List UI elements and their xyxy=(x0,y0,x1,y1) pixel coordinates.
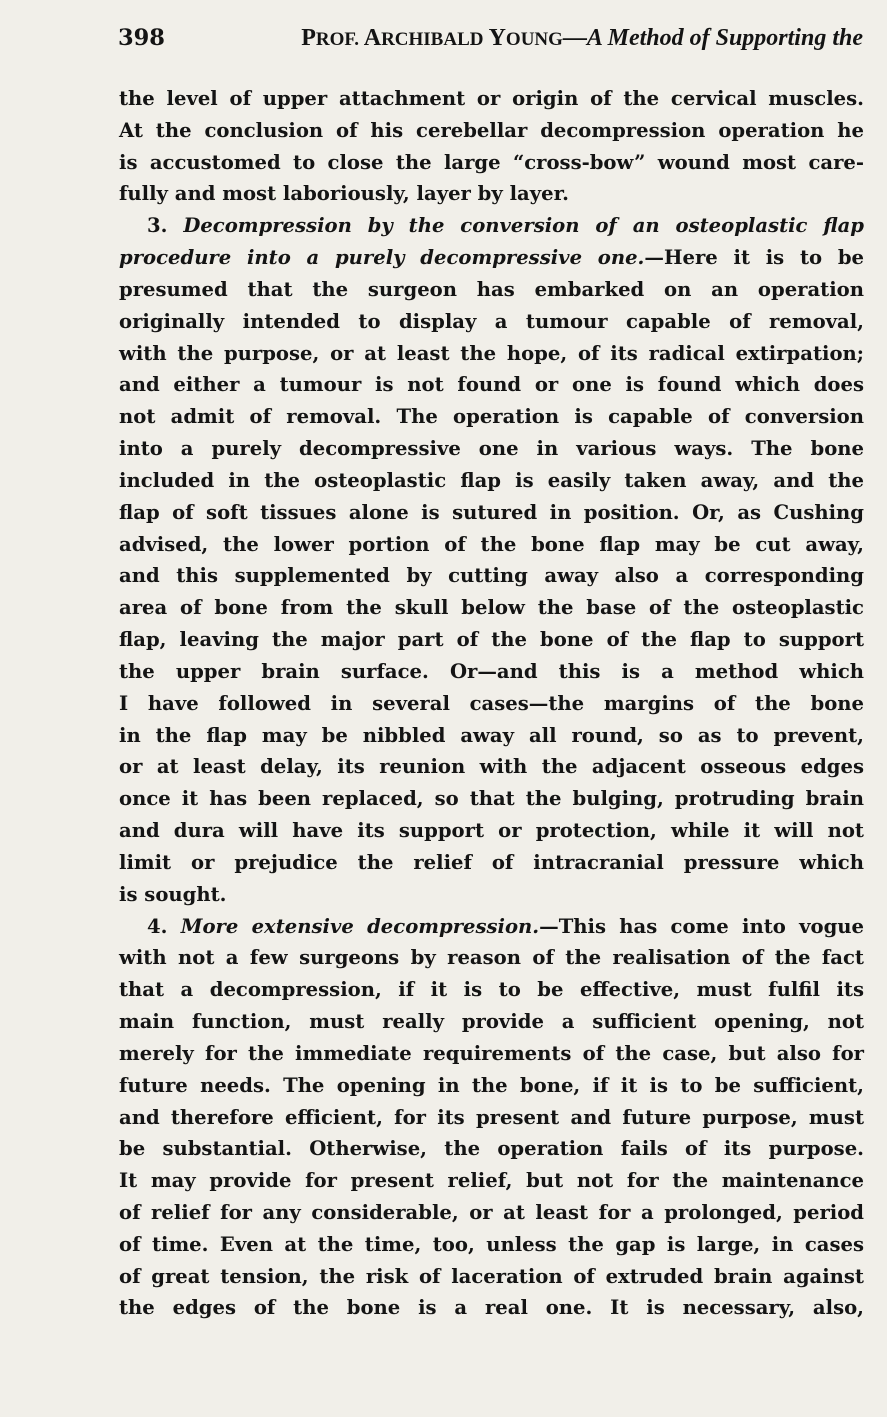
text-line: of time. Even at the time, too, unless the gap is large, in cases xyxy=(119,1232,864,1256)
text-line: be substantial. Otherwise, the operation fails of its purpose. xyxy=(119,1137,864,1161)
body-text xyxy=(119,83,864,1324)
text-line: in the flap may be nibbled away all round, so as to prevent, xyxy=(119,723,864,747)
section-title: procedure into a purely decompressive one. xyxy=(119,246,645,270)
page-number: 398 xyxy=(118,25,165,51)
text-line: into a purely decompressive one in various ways. The bone xyxy=(119,437,864,461)
text-line: once it has been replaced, so that the bulging, protruding brain xyxy=(119,787,864,811)
section-number: 3. xyxy=(147,214,168,238)
text-line: originally intended to display a tumour capable of removal, xyxy=(119,309,864,333)
text-line: not admit of removal. The operation is capable of conversion xyxy=(119,405,864,429)
section-3-heading-line xyxy=(119,210,864,242)
text-line: and either a tumour is not found or one is found which does xyxy=(119,373,864,397)
text-line: is accustomed to close the large “cross-bow” wound most care- xyxy=(119,150,864,174)
text-run: —Here it is to be xyxy=(644,246,865,270)
text-line: flap of soft tissues alone is sutured in position. Or, as Cushing xyxy=(119,500,864,524)
text-line: fully and most laboriously, layer by layer. xyxy=(119,182,569,206)
section-title: More extensive decompression. xyxy=(180,914,540,938)
running-head xyxy=(301,18,863,60)
text-line: included in the osteoplastic flap is easily taken away, and the xyxy=(119,468,864,492)
text-line: It may provide for present relief, but not for the maintenance xyxy=(119,1169,864,1193)
text-line xyxy=(119,242,864,274)
text-line: flap, leaving the major part of the bone of the flap to support xyxy=(119,628,864,652)
text-line: the upper brain surface. Or—and this is a method which xyxy=(119,659,864,683)
text-line: presumed that the surgeon has embarked on an operation xyxy=(119,277,864,301)
running-header xyxy=(118,18,863,58)
text-line: is sought. xyxy=(119,882,227,906)
text-line: or at least delay, its reunion with the adjacent osseous edges xyxy=(119,755,864,779)
text-line: At the conclusion of his cerebellar decompression operation he xyxy=(119,118,864,142)
text-line: future needs. The opening in the bone, if it is to be sufficient, xyxy=(119,1073,864,1097)
text-line: with not a few surgeons by reason of the realisation of the fact xyxy=(119,946,864,970)
section-4-heading-line xyxy=(119,911,864,943)
text-line: I have followed in several cases—the margins of the bone xyxy=(119,691,864,715)
article-title: A Method of Supporting the xyxy=(586,25,863,51)
text-line: and therefore efficient, for its present and future purpose, must xyxy=(119,1105,864,1129)
text-line: the edges of the bone is a real one. It is necessary, also, xyxy=(119,1296,864,1320)
text-line: with the purpose, or at least the hope, of its radical extirpation; xyxy=(119,341,864,365)
text-run: —This has come into vogue xyxy=(539,914,864,938)
text-line: that a decompression, if it is to be effective, must fulfil its xyxy=(119,978,864,1002)
text-line: advised, the lower portion of the bone flap may be cut away, xyxy=(119,532,864,556)
section-number: 4. xyxy=(147,914,168,938)
text-line: the level of upper attachment or origin of the cervical muscles. xyxy=(119,87,864,110)
text-line: and this supplemented by cutting away also a corresponding xyxy=(119,564,864,588)
text-line: of relief for any considerable, or at least for a prolonged, period xyxy=(119,1200,864,1224)
section-title: Decompression by the conversion of an osteoplastic flap xyxy=(183,214,864,238)
text-line: limit or prejudice the relief of intracranial pressure which xyxy=(119,850,864,874)
header-dash: — xyxy=(562,25,587,51)
text-line: main function, must really provide a sufficient opening, not xyxy=(119,1010,864,1034)
text-line: merely for the immediate requirements of the case, but also for xyxy=(119,1041,864,1065)
text-line: area of bone from the skull below the base of the osteoplastic xyxy=(119,596,864,620)
text-line: and dura will have its support or protection, while it will not xyxy=(119,819,864,843)
author-name: PROF. ARCHIBALD YOUNG xyxy=(301,25,563,51)
text-line: of great tension, the risk of laceration of extruded brain against xyxy=(119,1264,864,1288)
